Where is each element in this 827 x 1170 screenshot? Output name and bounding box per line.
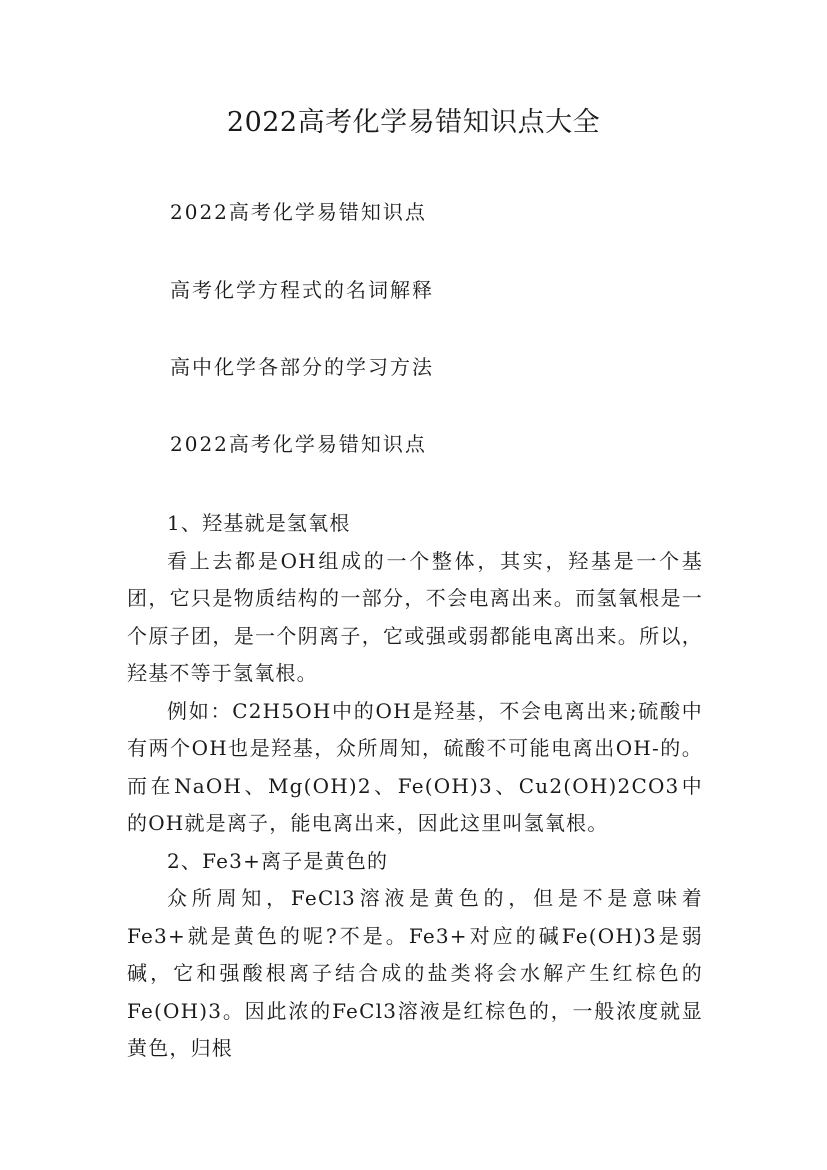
toc-item-4: 2022高考化学易错知识点 [170,432,427,456]
paragraph-1: 看上去都是OH组成的一个整体，其实，羟基是一个基团，它只是物质结构的一部分，不会电离出来。而氢氧根是一个原子团，是一个阴离子，它或强或弱都能电离出来。所以，羟基不等于氢氧根。 [127,548,703,685]
toc-item-1: 2022高考化学易错知识点 [170,200,427,224]
section-heading-1: 1、羟基就是氢氧根 [167,511,351,535]
document-title: 2022高考化学易错知识点大全 [226,107,601,138]
toc-item-3: 高中化学各部分的学习方法 [170,355,434,379]
toc-item-2: 高考化学方程式的名词解释 [170,278,434,302]
paragraph-3: 众所周知，FeCl3溶液是黄色的，但是不是意味着Fe3+就是黄色的呢?不是。Fe3+对应的碱Fe(OH)3是弱碱，它和强酸根离子结合成的盐类将会水解产生红棕色的Fe(OH)3。因此浓的FeCl3溶液是红棕色的，一般浓度就显黄色，归根 [127,886,703,1060]
document-body [127,505,703,1068]
paragraph-2: 例如：C2H5OH中的OH是羟基，不会电离出来;硫酸中有两个OH也是羟基，众所周知，硫酸不可能电离出OH-的。而在NaOH、Mg(OH)2、Fe(OH)3、Cu2(OH)2CO3中的OH就是离子，能电离出来，因此这里叫氢氧根。 [127,698,703,835]
section-heading-2: 2、Fe3+离子是黄色的 [167,848,389,873]
